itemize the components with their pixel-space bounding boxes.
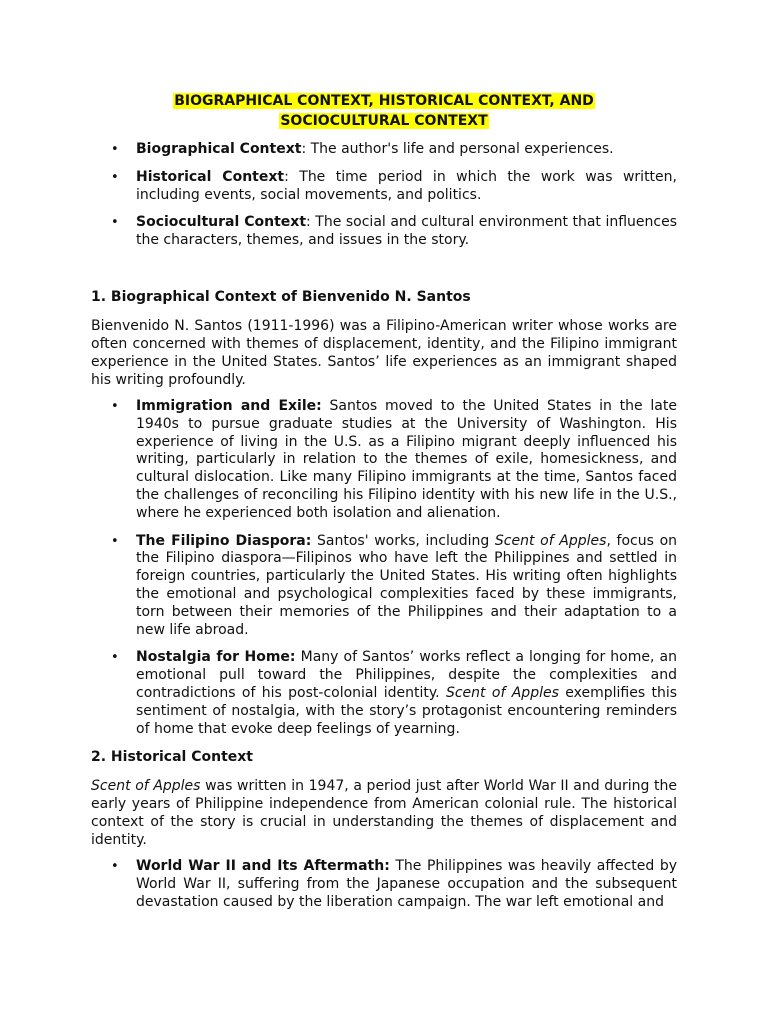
work-title: Scent of Apples: [494, 532, 607, 549]
section-2-intro: [91, 777, 677, 849]
definition: : The social and cultural environment that influences the characters, themes, and issues in the story.: [136, 214, 678, 249]
term: World War II and Its Aftermath:: [136, 858, 390, 875]
list-item: [91, 141, 677, 159]
list-item: [91, 858, 677, 911]
term: Sociocultural Context: [136, 214, 307, 231]
bullet-icon: •: [111, 859, 119, 875]
context-definitions-list: [91, 141, 677, 250]
intro-text: was written in 1947, a period just after World War II and during the early years of Philippine independence from American colonial rule. The historical context of the story is crucial in understanding the themes of displacement and identity.: [91, 778, 677, 849]
bullet-icon: •: [111, 142, 119, 157]
bullet-icon: •: [111, 650, 119, 666]
title-line-2: SOCIOCULTURAL CONTEXT: [280, 113, 488, 129]
definition: : The author's life and personal experiences.: [301, 141, 614, 157]
section-1-intro: Bienvenido N. Santos (1911-1996) was a Filipino-American writer whose works are often concerned with themes of displacement, identity, and the Filipino immigrant experience in the United States. Santos’ life experiences as an immigrant shaped his writing profoundly.: [91, 317, 677, 388]
document-title: [91, 91, 677, 131]
list-item: [91, 398, 677, 523]
term: Biographical Context: [136, 141, 302, 157]
list-item: [91, 649, 677, 738]
work-title: Scent of Apples: [91, 778, 201, 795]
bullet-icon: •: [111, 215, 119, 231]
item-text: exemplifies this sentiment of nostalgia, with the story’s protagonist encountering reminders of home that evoke deep feelings of yearning.: [136, 684, 678, 737]
work-title: Scent of Apples: [445, 684, 559, 701]
term: The Filipino Diaspora:: [136, 532, 312, 549]
term: Nostalgia for Home:: [136, 649, 296, 666]
item-text: , focus on the Filipino diaspora—Filipinos who have left the Philippines and settled in foreign countries, particularly the United States. His writing often highlights the emotional and psychological complexities faced by these immigrants, torn between their memories of the Philippines and their adaptation to a new life abroad.: [136, 532, 678, 638]
item-text: Santos' works, including: [311, 532, 495, 549]
item-text: The Philippines was heavily affected by World War II, suffering from the Japanese occupation and the subsequent devastation caused by the liberation campaign. The war left emotional and: [136, 858, 677, 910]
bullet-icon: •: [111, 398, 119, 414]
item-text: Santos moved to the United States in the late 1940s to pursue graduate studies at the University of Washington. His experience of living in the U.S. as a Filipino migrant deeply influenced his writing, particularly in relation to the themes of exile, homesickness, and cultural dislocation. Like many Filipino immigrants at the time, Santos faced the challenges of reconciling his Filipino identity with his new life in the U.S., where he experienced both isolation and alienation.: [136, 397, 677, 521]
bullet-icon: •: [111, 169, 119, 185]
section-1-heading: 1. Biographical Context of Bienvenido N. Santos: [91, 288, 471, 305]
biographical-points-list: [91, 398, 677, 738]
item-text: Many of Santos’ works reflect a longing for home, an emotional pull toward the Philippines, despite the complexities and contradictions of his post-colonial identity.: [136, 649, 677, 701]
historical-points-list: [91, 858, 677, 911]
list-item: [91, 214, 677, 250]
title-line-1: BIOGRAPHICAL CONTEXT, HISTORICAL CONTEXT, AND: [174, 93, 594, 109]
bullet-icon: •: [111, 533, 119, 549]
section-2-heading: 2. Historical Context: [91, 749, 253, 766]
term: Historical Context: [136, 168, 285, 185]
term: Immigration and Exile:: [136, 397, 322, 414]
list-item: [91, 169, 677, 205]
list-item: [91, 533, 677, 640]
definition: : The time period in which the work was written, including events, social movements, and politics.: [136, 168, 677, 203]
